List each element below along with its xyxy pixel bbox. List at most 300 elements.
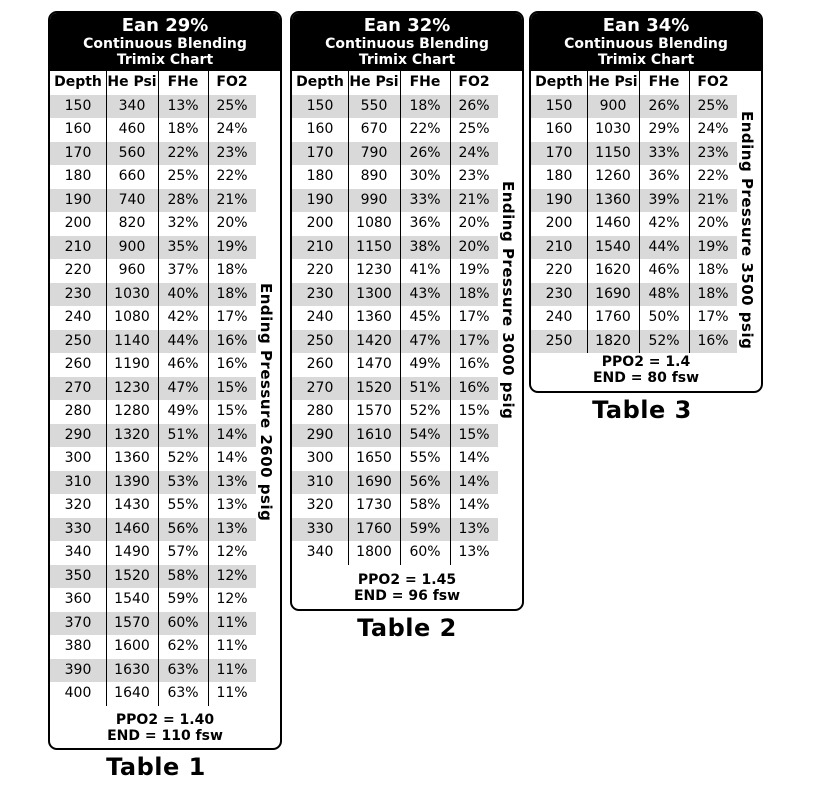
table-cell: 48%	[639, 283, 689, 307]
table-cell: 29%	[648, 121, 680, 137]
table-cell: 14%	[450, 471, 498, 495]
column-header: FO2	[458, 74, 490, 90]
table-title: Ean 34%	[602, 15, 690, 36]
table-cell: 23%	[458, 168, 490, 184]
table-row	[50, 565, 256, 589]
table-cell: 13%	[216, 497, 248, 513]
ending-pressure-label: Ending Pressure 3000 psig	[499, 181, 517, 420]
table-cell: 19%	[689, 236, 737, 260]
column-header-row	[292, 71, 498, 95]
table-cell: 1430	[114, 497, 150, 513]
table-cell: 18%	[208, 283, 256, 307]
table-cell: 11%	[208, 612, 256, 636]
table-cell: 15%	[208, 377, 256, 401]
table-cell: 200	[64, 215, 92, 231]
table-cell: 230	[292, 283, 348, 307]
table-row	[531, 189, 737, 213]
table-row	[531, 259, 737, 283]
table-cell: 13%	[208, 471, 256, 495]
table-cell: 1800	[356, 544, 392, 560]
table-cell: 47%	[158, 377, 208, 401]
table-body	[50, 71, 280, 748]
table-cell: 26%	[400, 142, 450, 166]
column-header: Depth	[296, 74, 344, 90]
table-cell: 19%	[208, 236, 256, 260]
table-cell: 1760	[348, 518, 400, 542]
table-cell: 1150	[587, 142, 639, 166]
table-row	[50, 330, 256, 354]
table-cell: 1390	[106, 471, 158, 495]
end-label: END = 80 fsw	[592, 370, 700, 386]
trimix-table-2	[290, 11, 524, 611]
table-cell: 1030	[595, 121, 631, 137]
table-cell: 19%	[458, 262, 490, 278]
table-row	[292, 259, 498, 283]
table-caption: Table 3	[592, 396, 692, 424]
table-row	[50, 588, 256, 612]
table-cell: 14%	[458, 450, 490, 466]
table-cell: 1730	[356, 497, 392, 513]
table-cell: 11%	[216, 685, 248, 701]
table-cell: 35%	[158, 236, 208, 260]
table-cell: 25%	[689, 95, 737, 119]
table-cell: 26%	[450, 95, 498, 119]
table-cell: 340	[64, 544, 92, 560]
table-row	[50, 236, 256, 260]
table-cell: 320	[306, 497, 334, 513]
table-cell: 17%	[458, 309, 490, 325]
table-cell: 54%	[400, 424, 450, 448]
table-row	[50, 212, 256, 236]
table-cell: 13%	[208, 518, 256, 542]
table-row	[531, 95, 737, 119]
table-cell: 52%	[167, 450, 199, 466]
table-cell: 12%	[216, 591, 248, 607]
table-row	[292, 283, 498, 307]
table-cell: 270	[50, 377, 106, 401]
table-row	[50, 447, 256, 471]
table-row	[292, 447, 498, 471]
table-cell: 14%	[458, 497, 490, 513]
table-cell: 550	[348, 95, 400, 119]
table-cell: 200	[306, 215, 334, 231]
table-cell: 59%	[400, 518, 450, 542]
table-cell: 560	[106, 142, 158, 166]
table-cell: 12%	[208, 565, 256, 589]
table-cell: 1520	[348, 377, 400, 401]
table-cell: 890	[360, 168, 388, 184]
column-divider	[158, 71, 159, 706]
table-cell: 30%	[409, 168, 441, 184]
table-cell: 1490	[114, 544, 150, 560]
table-row	[292, 212, 498, 236]
table-cell: 670	[360, 121, 388, 137]
table-cell: 21%	[689, 189, 737, 213]
table-cell: 170	[50, 142, 106, 166]
table-cell: 1520	[106, 565, 158, 589]
table-cell: 14%	[208, 424, 256, 448]
table-cell: 18%	[697, 262, 729, 278]
table-cell: 660	[118, 168, 146, 184]
table-cell: 25%	[208, 95, 256, 119]
table-cell: 1280	[114, 403, 150, 419]
table-row	[50, 118, 256, 142]
table-cell: 46%	[167, 356, 199, 372]
table-cell: 53%	[158, 471, 208, 495]
table-cell: 150	[292, 95, 348, 119]
table-row	[50, 353, 256, 377]
column-header: FHe	[648, 74, 680, 90]
table-cell: 47%	[400, 330, 450, 354]
table-cell: 280	[64, 403, 92, 419]
table-cell: 36%	[409, 215, 441, 231]
table-row	[292, 541, 498, 565]
table-cell: 39%	[639, 189, 689, 213]
table-cell: 55%	[167, 497, 199, 513]
table-cell: 18%	[450, 283, 498, 307]
trimix-table-3	[529, 11, 763, 393]
table-cell: 13%	[158, 95, 208, 119]
table-cell: 990	[348, 189, 400, 213]
table-cell: 1360	[114, 450, 150, 466]
table-cell: 13%	[458, 544, 490, 560]
table-cell: 23%	[689, 142, 737, 166]
table-caption: Table 1	[106, 753, 206, 781]
table-cell: 26%	[639, 95, 689, 119]
table-cell: 32%	[167, 215, 199, 231]
table-cell: 190	[292, 189, 348, 213]
table-cell: 240	[306, 309, 334, 325]
column-header: He Psi	[349, 74, 399, 90]
table-cell: 220	[64, 262, 92, 278]
table-cell: 1570	[106, 612, 158, 636]
table-cell: 58%	[158, 565, 208, 589]
table-cell: 900	[106, 236, 158, 260]
table-cell: 1820	[587, 330, 639, 354]
table-cell: 250	[292, 330, 348, 354]
table-cell: 180	[306, 168, 334, 184]
table-cell: 790	[348, 142, 400, 166]
column-divider	[106, 71, 107, 706]
table-row	[292, 165, 498, 189]
table-header	[531, 13, 761, 71]
table-row	[292, 142, 498, 166]
table-cell: 1080	[114, 309, 150, 325]
column-header-row	[531, 71, 737, 95]
table-cell: 170	[292, 142, 348, 166]
table-row	[292, 518, 498, 542]
table-cell: 12%	[216, 544, 248, 560]
table-cell: 170	[531, 142, 587, 166]
table-cell: 62%	[167, 638, 199, 654]
table-cell: 1320	[106, 424, 158, 448]
table-row	[50, 259, 256, 283]
table-cell: 41%	[409, 262, 441, 278]
table-cell: 1600	[114, 638, 150, 654]
end-label: END = 110 fsw	[107, 728, 223, 744]
table-cell: 210	[292, 236, 348, 260]
table-row	[50, 682, 256, 706]
table-cell: 1570	[356, 403, 392, 419]
table-row	[531, 330, 737, 354]
table-cell: 60%	[409, 544, 441, 560]
table-cell: 44%	[158, 330, 208, 354]
table-cell: 15%	[458, 403, 490, 419]
table-subtitle: Continuous Blending	[325, 36, 489, 52]
table-cell: 160	[64, 121, 92, 137]
table-cell: 190	[50, 189, 106, 213]
table-cell: 1360	[587, 189, 639, 213]
table-body	[531, 71, 761, 391]
table-cell: 16%	[458, 356, 490, 372]
table-row	[292, 189, 498, 213]
table-cell: 160	[545, 121, 573, 137]
table-cell: 22%	[216, 168, 248, 184]
table-row	[50, 189, 256, 213]
table-subtitle: Continuous Blending	[83, 36, 247, 52]
table-cell: 180	[545, 168, 573, 184]
table-cell: 42%	[167, 309, 199, 325]
table-row	[50, 659, 256, 683]
table-cell: 33%	[400, 189, 450, 213]
table-cell: 1620	[595, 262, 631, 278]
table-cell: 460	[118, 121, 146, 137]
table-cell: 17%	[450, 330, 498, 354]
table-cell: 210	[50, 236, 106, 260]
table-cell: 21%	[208, 189, 256, 213]
table-cell: 1140	[106, 330, 158, 354]
table-cell: 17%	[697, 309, 729, 325]
table-cell: 1470	[356, 356, 392, 372]
table-cell: 56%	[158, 518, 208, 542]
table-cell: 44%	[639, 236, 689, 260]
table-cell: 160	[306, 121, 334, 137]
table-subtitle: Trimix Chart	[358, 52, 456, 68]
ppo2-label: PPO2 = 1.45	[357, 572, 457, 588]
table-cell: 380	[64, 638, 92, 654]
table-row	[50, 95, 256, 119]
table-cell: 20%	[450, 236, 498, 260]
table-cell: 1230	[356, 262, 392, 278]
table-cell: 270	[292, 377, 348, 401]
table-cell: 22%	[158, 142, 208, 166]
table-cell: 23%	[208, 142, 256, 166]
table-row	[292, 353, 498, 377]
table-row	[531, 212, 737, 236]
table-cell: 310	[292, 471, 348, 495]
table-subtitle: Trimix Chart	[116, 52, 214, 68]
table-cell: 24%	[450, 142, 498, 166]
table-cell: 18%	[400, 95, 450, 119]
table-cell: 16%	[450, 377, 498, 401]
table-row	[292, 424, 498, 448]
table-row	[292, 306, 498, 330]
column-divider	[450, 71, 451, 565]
table-cell: 16%	[208, 330, 256, 354]
table-cell: 260	[306, 356, 334, 372]
column-header: He Psi	[588, 74, 638, 90]
table-row	[531, 118, 737, 142]
table-cell: 63%	[158, 659, 208, 683]
table-title: Ean 29%	[121, 15, 209, 36]
table-cell: 24%	[697, 121, 729, 137]
table-row	[50, 541, 256, 565]
table-row	[50, 424, 256, 448]
table-cell: 1460	[106, 518, 158, 542]
table-row	[292, 118, 498, 142]
table-cell: 1300	[348, 283, 400, 307]
table-cell: 1460	[595, 215, 631, 231]
column-divider	[348, 71, 349, 565]
table-cell: 1540	[114, 591, 150, 607]
table-row	[50, 377, 256, 401]
table-cell: 1610	[348, 424, 400, 448]
table-row	[292, 471, 498, 495]
table-cell: 820	[118, 215, 146, 231]
table-cell: 25%	[458, 121, 490, 137]
trimix-table-1	[48, 11, 282, 750]
table-cell: 57%	[167, 544, 199, 560]
table-cell: 16%	[216, 356, 248, 372]
ending-pressure-label: Ending Pressure 2600 psig	[257, 283, 275, 522]
table-cell: 1630	[106, 659, 158, 683]
table-cell: 58%	[409, 497, 441, 513]
table-cell: 740	[106, 189, 158, 213]
column-header: FO2	[216, 74, 248, 90]
table-cell: 16%	[689, 330, 737, 354]
table-caption: Table 2	[357, 614, 457, 642]
table-cell: 300	[64, 450, 92, 466]
table-row	[292, 400, 498, 424]
ending-pressure-label: Ending Pressure 3500 psig	[738, 111, 756, 350]
table-cell: 45%	[409, 309, 441, 325]
table-cell: 200	[545, 215, 573, 231]
table-cell: 55%	[409, 450, 441, 466]
table-subtitle: Trimix Chart	[597, 52, 695, 68]
table-cell: 38%	[400, 236, 450, 260]
table-cell: 13%	[450, 518, 498, 542]
table-header	[292, 13, 522, 71]
table-cell: 180	[64, 168, 92, 184]
table-cell: 300	[306, 450, 334, 466]
table-body	[292, 71, 522, 609]
column-divider	[639, 71, 640, 353]
table-title: Ean 32%	[363, 15, 451, 36]
table-row	[50, 283, 256, 307]
ppo2-label: PPO2 = 1.40	[115, 712, 215, 728]
table-cell: 14%	[216, 450, 248, 466]
table-cell: 150	[531, 95, 587, 119]
table-cell: 240	[64, 309, 92, 325]
table-cell: 15%	[450, 424, 498, 448]
table-cell: 400	[64, 685, 92, 701]
table-cell: 17%	[216, 309, 248, 325]
table-row	[50, 165, 256, 189]
column-header: Depth	[54, 74, 102, 90]
end-label: END = 96 fsw	[353, 588, 461, 604]
table-cell: 190	[531, 189, 587, 213]
table-cell: 51%	[158, 424, 208, 448]
table-cell: 28%	[158, 189, 208, 213]
column-divider	[587, 71, 588, 353]
table-row	[292, 494, 498, 518]
table-cell: 11%	[208, 659, 256, 683]
table-cell: 52%	[409, 403, 441, 419]
table-row	[292, 377, 498, 401]
table-cell: 40%	[158, 283, 208, 307]
table-cell: 390	[50, 659, 106, 683]
table-cell: 360	[64, 591, 92, 607]
table-row	[50, 518, 256, 542]
table-cell: 42%	[648, 215, 680, 231]
table-cell: 11%	[216, 638, 248, 654]
table-cell: 1360	[356, 309, 392, 325]
table-cell: 18%	[167, 121, 199, 137]
table-cell: 280	[306, 403, 334, 419]
table-cell: 310	[50, 471, 106, 495]
table-row	[292, 236, 498, 260]
table-row	[50, 635, 256, 659]
table-cell: 290	[50, 424, 106, 448]
table-cell: 150	[50, 95, 106, 119]
table-cell: 340	[106, 95, 158, 119]
table-cell: 49%	[409, 356, 441, 372]
column-header: FHe	[409, 74, 441, 90]
table-cell: 900	[587, 95, 639, 119]
table-cell: 320	[64, 497, 92, 513]
table-cell: 33%	[639, 142, 689, 166]
table-cell: 340	[306, 544, 334, 560]
table-cell: 22%	[409, 121, 441, 137]
table-cell: 25%	[167, 168, 199, 184]
table-cell: 1030	[106, 283, 158, 307]
table-cell: 49%	[167, 403, 199, 419]
table-row	[292, 330, 498, 354]
column-header: He Psi	[107, 74, 157, 90]
table-cell: 52%	[639, 330, 689, 354]
table-cell: 960	[118, 262, 146, 278]
table-row	[50, 612, 256, 636]
table-cell: 24%	[216, 121, 248, 137]
table-cell: 46%	[648, 262, 680, 278]
table-cell: 22%	[697, 168, 729, 184]
column-header-row	[50, 71, 256, 95]
table-cell: 20%	[697, 215, 729, 231]
column-divider	[208, 71, 209, 706]
table-cell: 1690	[348, 471, 400, 495]
table-cell: 370	[50, 612, 106, 636]
table-subtitle: Continuous Blending	[564, 36, 728, 52]
table-row	[292, 95, 498, 119]
table-cell: 1420	[348, 330, 400, 354]
table-cell: 43%	[400, 283, 450, 307]
table-row	[50, 471, 256, 495]
table-cell: 330	[50, 518, 106, 542]
table-cell: 240	[545, 309, 573, 325]
table-cell: 1650	[356, 450, 392, 466]
table-cell: 20%	[216, 215, 248, 231]
table-row	[531, 236, 737, 260]
table-cell: 18%	[689, 283, 737, 307]
table-cell: 260	[64, 356, 92, 372]
table-cell: 36%	[648, 168, 680, 184]
table-row	[50, 494, 256, 518]
table-cell: 18%	[216, 262, 248, 278]
table-cell: 290	[292, 424, 348, 448]
table-cell: 56%	[400, 471, 450, 495]
table-cell: 250	[50, 330, 106, 354]
table-cell: 60%	[158, 612, 208, 636]
